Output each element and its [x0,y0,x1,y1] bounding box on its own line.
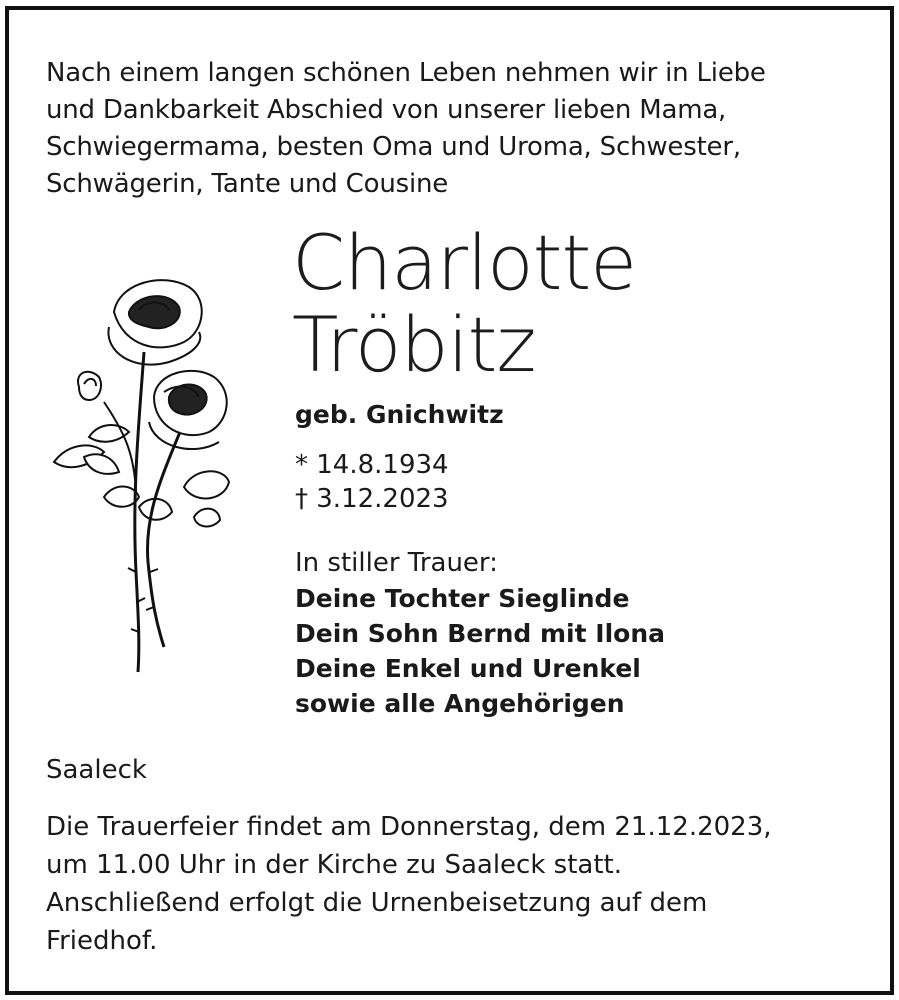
rose-illustration-icon [44,272,244,682]
service-line: um 11.00 Uhr in der Kirche zu Saaleck statt. [46,850,622,880]
service-line: Die Trauerfeier findet am Donnerstag, dem 21.12.2023, [46,812,772,842]
intro-line: Schwiegermama, besten Oma und Uroma, Schwester, [46,132,741,162]
intro-line: und Dankbarkeit Abschied von unserer lieben Mama, [46,95,727,125]
mourner-name: Dein Sohn Bernd mit Ilona [295,619,665,648]
deceased-name [292,218,637,389]
service-info [46,808,856,960]
birth-date: * 14.8.1934 [295,450,449,480]
mourner-name: Deine Tochter Sieglinde [295,584,630,613]
last-name: Tröbitz [292,300,536,389]
mourners-heading: In stiller Trauer: [295,548,498,578]
mourner-name: Deine Enkel und Urenkel [295,654,641,683]
service-line: Friedhof. [46,926,158,956]
intro-text [46,55,846,203]
intro-line: Schwägerin, Tante und Cousine [46,169,449,199]
life-dates [295,448,449,516]
mourners-block [295,546,665,721]
mourner-name: sowie alle Angehörigen [295,689,625,718]
death-date: † 3.12.2023 [295,484,449,514]
intro-line: Nach einem langen schönen Leben nehmen wir in Liebe [46,58,766,88]
place: Saaleck [46,755,147,785]
first-name: Charlotte [292,218,637,307]
born-name: geb. Gnichwitz [295,400,504,429]
service-line: Anschließend erfolgt die Urnenbeisetzung auf dem [46,888,708,918]
